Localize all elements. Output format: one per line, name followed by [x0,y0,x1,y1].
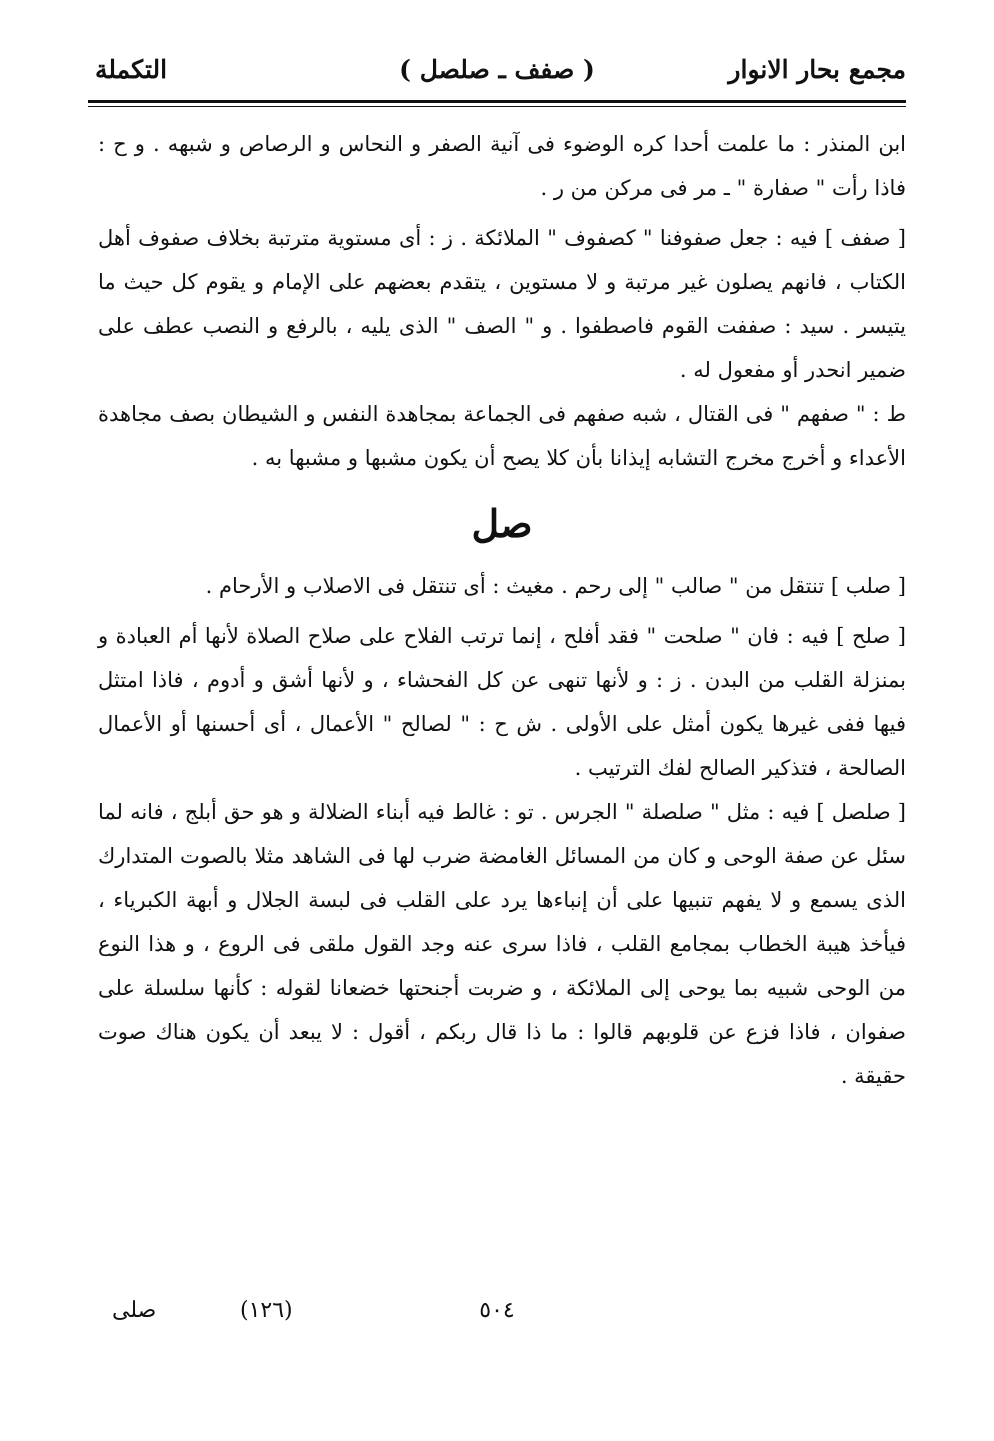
header-divider [88,100,906,103]
paragraph-saffahum: ط : " صفهم " فى القتال ، شبه صفهم فى الجماعة بمجاهدة النفس و الشيطان بصف مجاهدة الأعداء و أخرج مخرج التشابه إيذانا بأن كلا يصح أن يكون مشبها و مشبها به . [98,402,906,470]
paragraph-salsal: [ صلصل ] فيه : مثل " صلصلة " الجرس . تو : غالط فيه أبناء الضلالة و هو حق أبلج ، فانه لما سئل عن صفة الوحى و كان من المسائل الغامضة ضرب لها فى الشاهد مثلا بالصوت المتدارك الذى يسمع و لا يفهم تنبيها على أن إنباءها يرد على القلب فى لبسة الجلال و أبهة الكبرياء ، فيأخذ هيبة الخطاب بمجامع القلب ، فاذا سرى عنه وجد القول ملقى فى الروع ، و هذا النوع من الوحى شبيه بما يوحى إلى الملائكة ، و ضربت أجنحتها خضعانا لقوله : كأنها سلسلة على صفوان ، فاذا فزع عن قلوبهم قالوا : ما ذا قال ربكم ، أقول : لا يبعد أن يكون هناك صوت حقيقة . [98,800,906,1088]
paragraph-sulb: [ صلب ] تنتقل من " صالب " إلى رحم . مغيث : أى تنتقل فى الاصلاب و الأرحام . [205,574,906,598]
footer-section-number: (١٢٦) [240,1298,293,1323]
paragraph-sulh: [ صلح ] فيه : فان " صلحت " فقد أفلح ، إنما ترتب الفلاح على صلاح الصلاة لأنها أم العبادة و بمنزلة القلب من البدن . ز : و لأنها تنهى عن كل الفحشاء ، و لأنها أشق و أدوم ، فاذا امتثل فيها ففى غيرها يكون أمثل على الأولى . ش ح : " لصالح " الأعمال ، أى أحسنها أو الأعمال الصالحة ، فتذكير الصالح لفك الترتيب . [98,624,906,780]
paragraph-saffaf: [ صفف ] فيه : جعل صفوفنا " كصفوف " الملائكة . ز : أى مستوية مترتبة بخلاف صفوف أهل الكتاب ، فانهم يصلون غير مرتبة و لا مستوين ، يتقدم بعضهم على الإمام و يقوم كل حيث ما يتيسر . سيد : صففت القوم فاصطفوا . و " الصف " الذى يليه ، بالرفع و النصب عطف على ضمير انحدر أو مفعول له . [98,226,906,382]
paragraph-ibn-almundhir: ابن المنذر : ما علمت أحدا كره الوضوء فى آنية الصفر و النحاس و الرصاص و شبهه . و ح : فاذا رأت " صفارة " ـ مر فى مركن من ر . [98,132,906,200]
page-body [98,122,906,1098]
header-entry-range: ( صفف ـ صلصل ) [399,55,595,84]
page-number: ٥٠٤ [479,1298,515,1323]
header-section-name: التكملة [95,55,168,84]
entry-title: صل [471,501,533,546]
header-divider-thin [88,106,906,107]
footer-next-entry: صلى [112,1298,157,1323]
header-book-title: مجمع بحار الانوار [728,55,906,84]
